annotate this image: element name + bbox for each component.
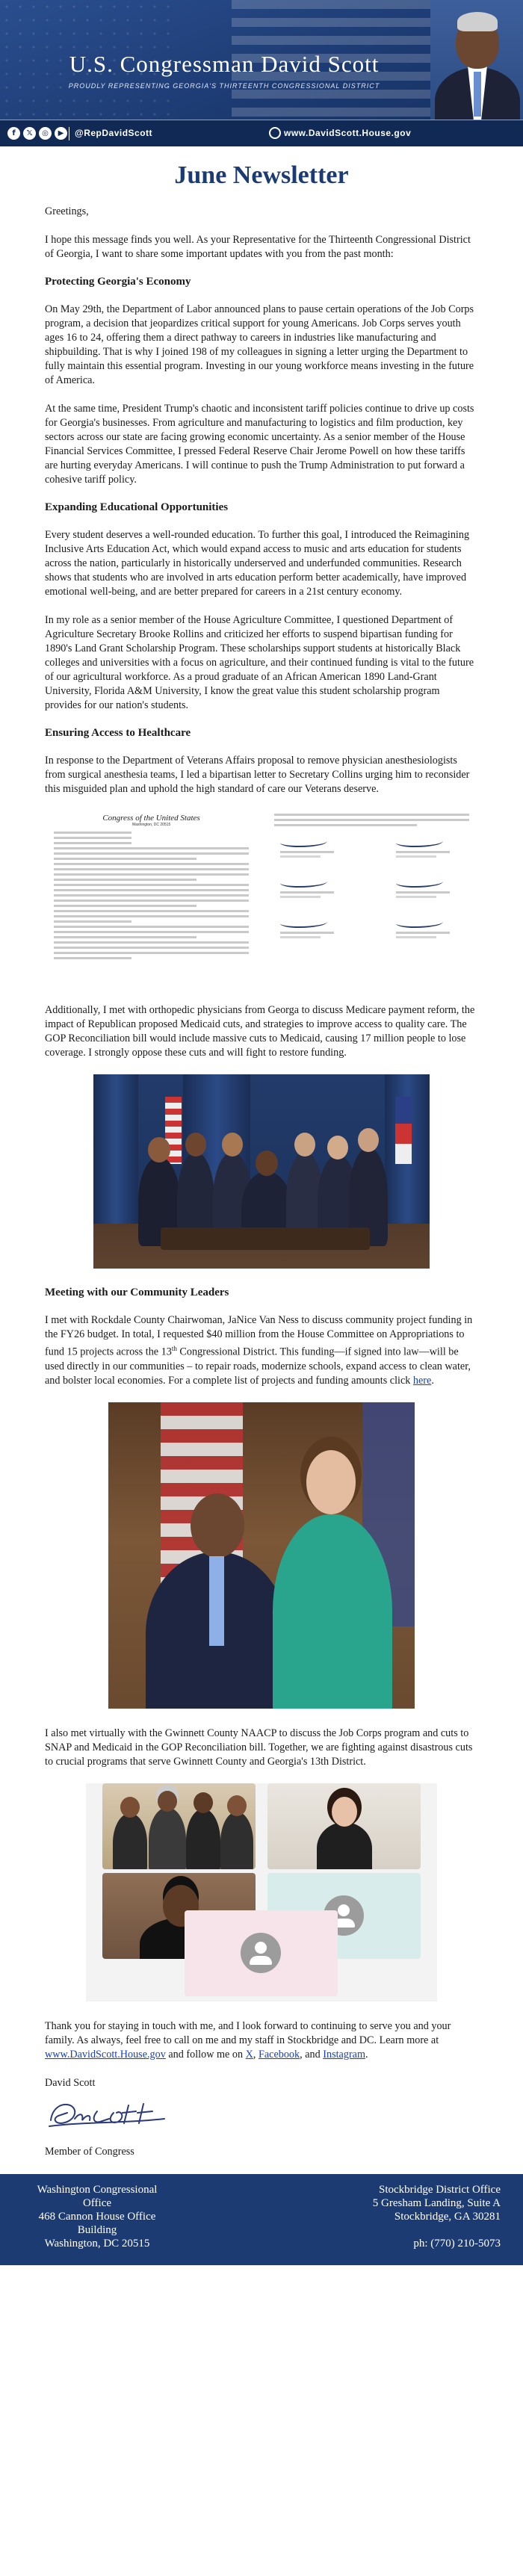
globe-icon bbox=[269, 127, 281, 139]
section-heading-community: Meeting with our Community Leaders bbox=[45, 1287, 229, 1298]
greeting: Greetings, bbox=[45, 205, 89, 217]
letter-page-1 bbox=[49, 811, 253, 988]
banner-tagline: PROUDLY REPRESENTING GEORGIA'S THIRTEENTH CONGRESSIONAL DISTRICT bbox=[68, 82, 380, 90]
district-office-address-1: 5 Gresham Landing, Suite A bbox=[372, 2196, 501, 2209]
community-text-2: Congressional District. This funding—if signed into law—will be used directly in our communities – to repair roads, modernize schools, expand access to clean water, and bolster local economies. For a complete list of projects and funding amounts click bbox=[45, 1346, 471, 1387]
x-link[interactable]: X bbox=[245, 2048, 253, 2061]
x-icon[interactable]: 𝕏 bbox=[23, 127, 36, 140]
letter-header: Congress of the United States bbox=[102, 814, 200, 823]
bipartisan-letter-image bbox=[45, 811, 478, 988]
social-icons bbox=[7, 127, 67, 140]
district-office bbox=[336, 2183, 501, 2250]
healthcare-paragraph-1: In response to the Department of Veterans Affairs proposal to remove physician anesthesiologists from surgical anesthesia teams, I led a bipartisan letter to Secretary Collins urging him to reconsider this misguided plan and uphold the high standard of care our Veterans deserve. bbox=[45, 755, 470, 795]
district-office-address-2: Stockbridge, GA 30281 bbox=[394, 2210, 501, 2223]
banner-title: U.S. Congressman David Scott bbox=[69, 51, 380, 77]
closing-text-3: , and bbox=[300, 2048, 324, 2061]
dc-office bbox=[22, 2183, 172, 2277]
virtual-meeting-screenshot bbox=[86, 1783, 437, 2001]
closing-text-2: and follow me on bbox=[165, 2048, 246, 2061]
newsletter-body bbox=[0, 146, 523, 2159]
economy-paragraph-1: On May 29th, the Department of Labor announced plans to pause certain operations of the Job Corps program, a decision that jeopardizes critical support for young Americans. Job Corps serves youth ages 16 to 24, offering them a direct pathway to careers in industries like manufacturing and shipbuilding. That is why I joined 198 of my colleagues in signing a letter urging the Department to fully maintain this essential program. Investing in our young workforce means investing in the future of America. bbox=[45, 303, 474, 386]
district-office-phone[interactable]: ph: (770) 210-5073 bbox=[413, 2237, 501, 2250]
letter-page-2 bbox=[270, 811, 474, 988]
video-tile-camera-off bbox=[185, 1910, 338, 1996]
dc-office-phone[interactable]: ph: (202) 225-2939 bbox=[53, 2264, 141, 2276]
dc-office-name: Washington Congressional Office bbox=[37, 2183, 158, 2209]
instagram-link[interactable]: Instagram bbox=[323, 2048, 365, 2061]
section-heading-education: Expanding Educational Opportunities bbox=[45, 501, 229, 513]
handwritten-signature bbox=[45, 2096, 172, 2131]
projects-list-link[interactable]: here bbox=[412, 1374, 432, 1387]
banner-social-strip bbox=[0, 120, 523, 146]
education-paragraph-2: In my role as a senior member of the House Agriculture Committee, I questioned Department of Agriculture Secretary Brooke Rollins and criticized her efforts to suspend bipartisan funding for 1890's Land Grant Scholarship Program. These scholarships support students at historically Black colleges and universities with a focus on agriculture, and their continued funding is vital to the future of our agricultural workforce. As a proud graduate of an African American 1890 Land-Grant University, Florida A&M University, I know the great value this student scholarship program provides for our nation's students. bbox=[45, 614, 474, 711]
instagram-icon[interactable]: ◎ bbox=[39, 127, 52, 140]
rockdale-chairwoman-photo bbox=[108, 1402, 415, 1709]
physicians-meeting-photo bbox=[93, 1074, 430, 1269]
signoff-role: Member of Congress bbox=[45, 2145, 134, 2158]
community-text-3: . bbox=[431, 1374, 434, 1387]
section-heading-healthcare: Ensuring Access to Healthcare bbox=[45, 727, 191, 739]
video-tile-group bbox=[102, 1783, 256, 1869]
closing-text-4: . bbox=[365, 2048, 368, 2061]
district-office-name: Stockbridge District Office bbox=[378, 2183, 501, 2196]
congressman-portrait bbox=[430, 0, 523, 120]
education-paragraph-1: Every student deserves a well-rounded education. To further this goal, I introduced the Reimagining Inclusive Arts Education Act, which would expand access to music and arts education for students across the nation, particularly in historically underserved and underfunded communities. Research shows that students who are involved in arts education perform better academically, have improved emotional well-being, and are better prepared for careers in a 21st century economy. bbox=[45, 529, 470, 598]
dc-office-address-1: 468 Cannon House Office Building bbox=[38, 2210, 156, 2236]
letter-subheader: Washington, DC 20515 bbox=[131, 823, 171, 827]
newsletter-title: June Newsletter bbox=[174, 161, 349, 189]
community-paragraph-1 bbox=[45, 1313, 478, 1388]
user-avatar-icon bbox=[241, 1933, 281, 1973]
intro-paragraph: I hope this message finds you well. As your Representative for the Thirteenth Congressional District of Georgia, I want to share some important updates with you from the past month: bbox=[45, 234, 471, 260]
social-handle[interactable]: @RepDavidScott bbox=[75, 128, 153, 138]
header-banner bbox=[0, 0, 523, 146]
website-link[interactable]: www.DavidScott.House.gov bbox=[45, 2048, 166, 2061]
youtube-icon[interactable]: ▶ bbox=[55, 127, 67, 140]
dc-office-address-2: Washington, DC 20515 bbox=[44, 2237, 150, 2250]
closing-paragraph: Thank you for staying in touch with me, and I look forward to continuing to serve you and your family. As always, feel free to call on me and my staff in Stockbridge and DC. Learn more at www.DavidScott.House.gov and follow me on X, Facebook, and Instagram. bbox=[45, 2019, 451, 2061]
signoff-name: David Scott bbox=[45, 2076, 96, 2089]
banner-website[interactable]: www.DavidScott.House.gov bbox=[284, 128, 412, 138]
community-paragraph-2: I also met virtually with the Gwinnett County NAACP to discuss the Job Corps program and cuts to SNAP and Medicaid in the GOP Reconciliation bill. Together, we are fighting against disastrous cuts to crucial programs that serve Gwinnett County and Georgia's 13th District. bbox=[45, 1727, 473, 1768]
section-heading-economy: Protecting Georgia's Economy bbox=[45, 276, 191, 288]
healthcare-paragraph-2: Additionally, I met with orthopedic physicians from Georga to discuss Medicare payment reform, the impact of Republican proposed Medicaid cuts, and strategies to improve access to quality care. The GOP Reconciliation bill would include massive cuts to Medicaid, causing 17 million people to lose coverage. I strongly oppose these cuts and will fight to restore funding. bbox=[45, 1004, 475, 1059]
community-text-1: I met with Rockdale County Chairwoman, JaNice Van Ness to discuss community project funding in the FY26 budget. In total, I requested $40 million from the House Committee on Appropriations to fund 15 projects across the 13 bbox=[45, 1314, 473, 1358]
ordinal-suffix: th bbox=[171, 1345, 177, 1352]
footer-offices bbox=[0, 2174, 523, 2276]
facebook-link[interactable]: Facebook bbox=[258, 2048, 300, 2061]
economy-paragraph-2: At the same time, President Trump's chaotic and inconsistent tariff policies continue to drive up costs for Georgia's businesses. From agriculture and manufacturing to logistics and film production, key sectors across our state are facing growing economic uncertainty. As a senior member of the House Financial Services Committee, I pressed Federal Reserve Chair Jerome Powell on how these tariffs are hurting everyday Americans. I will continue to push the Trump Administration to put forward a cohesive tariff policy. bbox=[45, 403, 474, 486]
video-tile-participant bbox=[267, 1783, 421, 1869]
facebook-icon[interactable]: f bbox=[7, 127, 20, 140]
closing-text-1: Thank you for staying in touch with me, and I look forward to continuing to serve you and your family. As always, feel free to call on me and my staff in Stockbridge and DC. Learn more at bbox=[45, 2019, 451, 2046]
